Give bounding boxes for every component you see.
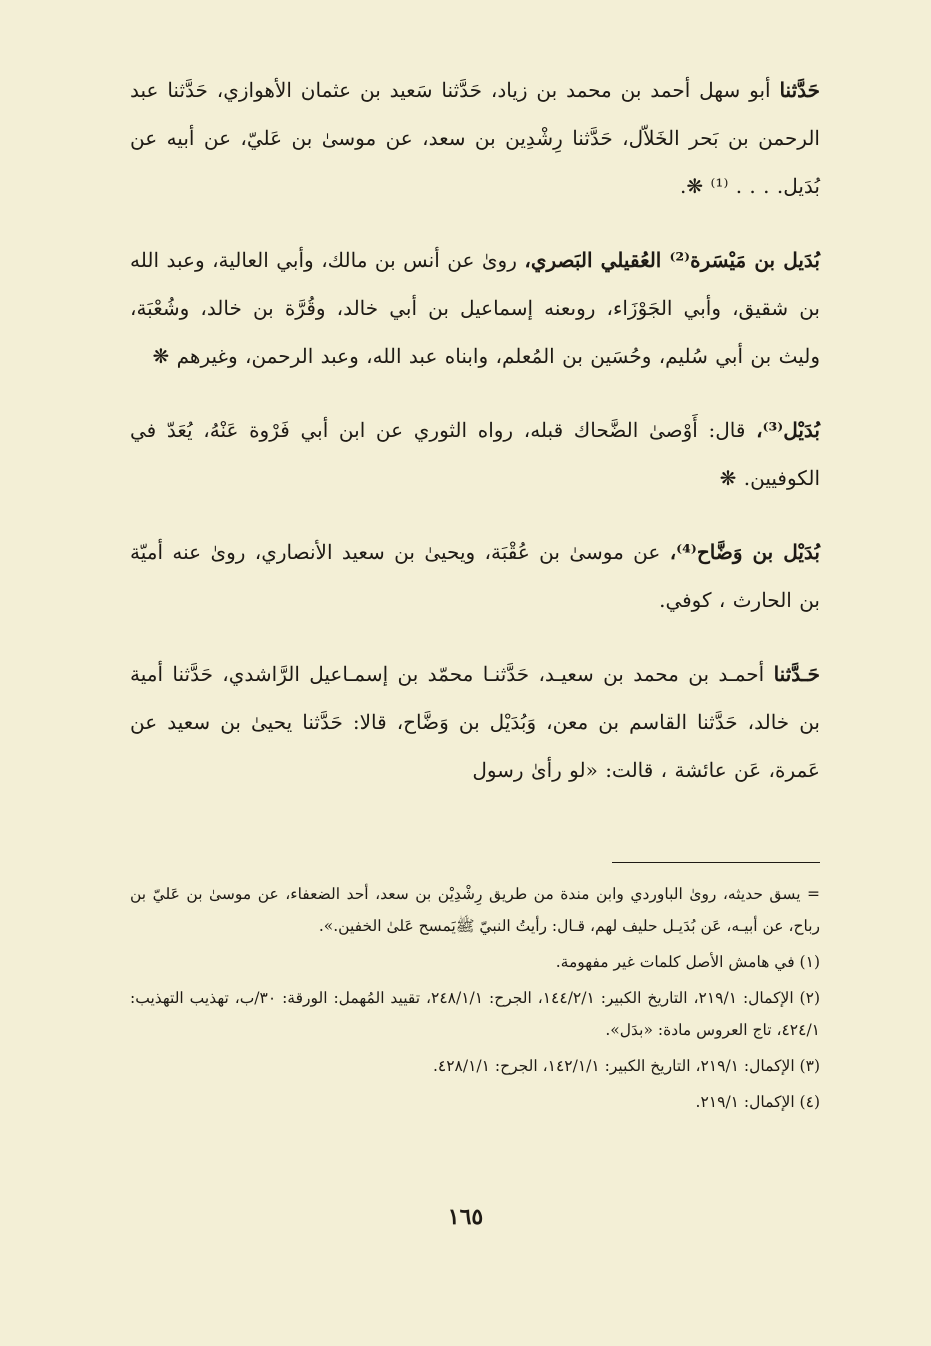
paragraph-4 (130, 528, 820, 624)
paragraph-1 (130, 66, 820, 210)
paragraph-body: قال: أَوْصىٰ الضَّحاك قبله، رواه الثوري عن ابن أبي فَرْوة عَنْهُ، يُعَدّ في الكوفيين. ❋ (130, 418, 820, 490)
footnote-3: (٣) الإكمال: ٢١٩/١، التاريخ الكبير: ١٤٢/١/١، الجرح: ٤٢٨/١/١. (432, 1057, 820, 1075)
paragraph-lead: حَدَّثنا (779, 78, 820, 102)
paragraph-3 (130, 406, 820, 502)
footnote-4: (٤) الإكمال: ٢١٩/١. (695, 1093, 820, 1111)
paragraph-body: أحمـد بن محمد بن سعيـد، حَدَّثنـا محمّد بن إسمـاعيل الرَّاشدي، حَدَّثنا أمية بن خالد، حَدَّثنا القاسم بن معن، وَبُدَيْل بن وَضَّاح، قالا: حَدَّثنا يحيىٰ بن سعيد عن عَمرة، عَن عائشة ، قالت: «لو رأىٰ رسول (130, 662, 820, 782)
paragraph-2 (130, 236, 820, 380)
paragraph-lead: بُدَيْل بن وَضَّاح⁽⁴⁾، (669, 540, 820, 564)
main-text (130, 66, 820, 820)
page-number: ١٦٥ (447, 1204, 484, 1230)
footnote-1: (١) في هامش الأصل كلمات غير مفهومة. (555, 953, 820, 971)
footnote-continuation: = يسق حديثه، روىٰ الباوردي وابن مندة من طريق رِشْدِيْن بن سعد، أحد الضعفاء، عن موسىٰ بن عَليّ بن رباح، عن أبيـه، عَن بُدَيـل حليف لهم، قـال: رأيتُ النبيّ ﷺيَمسح عَلىٰ الخفين.». (130, 885, 820, 935)
footnote-separator (612, 862, 820, 863)
paragraph-body: أبو سهل أحمد بن محمد بن زياد، حَدَّثنا سَعيد بن عثمان الأهوازي، حَدَّثنا عبد الرحمن بن بَحر الخَلاّل، حَدَّثنا رِشْدِين بن سعد، عن موسىٰ بن عَليّ، عن أبيه عن بُدَيل. . . . ⁽¹⁾ ❋. (130, 78, 820, 198)
paragraph-body: عن موسىٰ بن عُقْبَة، ويحيىٰ بن سعيد الأنصاري، روىٰ عنه أميّة بن الحارث ، كوفي. (130, 540, 820, 612)
paragraph-lead: بُدَيْل⁽³⁾، (756, 418, 820, 442)
paragraph-body: روىٰ عن أنس بن مالك، وأبي العالية، وعبد الله بن شقيق، وأبي الجَوْزَاء، روىعنه إسماعيل بن أبي خالد، وقُرَّة بن خالد، وشُعْبَة، وليث بن أبي سُليم، وحُسَين بن المُعلم، وابناه عبد الله، وعبد الرحمن، وغيرهم ❋ (130, 248, 820, 368)
paragraph-lead: بُدَيل بن مَيْسَرة⁽²⁾ العُقيلي البَصري، (524, 248, 820, 272)
footnote-2: (٢) الإكمال: ٢١٩/١، التاريخ الكبير: ١٤٤/٢/١، الجرح: ٢٤٨/١/١، تقييد المُهمل: الورقة: ٣٠/ب، تهذيب التهذيب: ٤٢٤/١، تاج العروس مادة: «بدَل». (130, 989, 820, 1039)
footnotes (130, 878, 820, 1122)
paragraph-5 (130, 650, 820, 794)
paragraph-lead: حَـدَّثنا (773, 662, 820, 686)
